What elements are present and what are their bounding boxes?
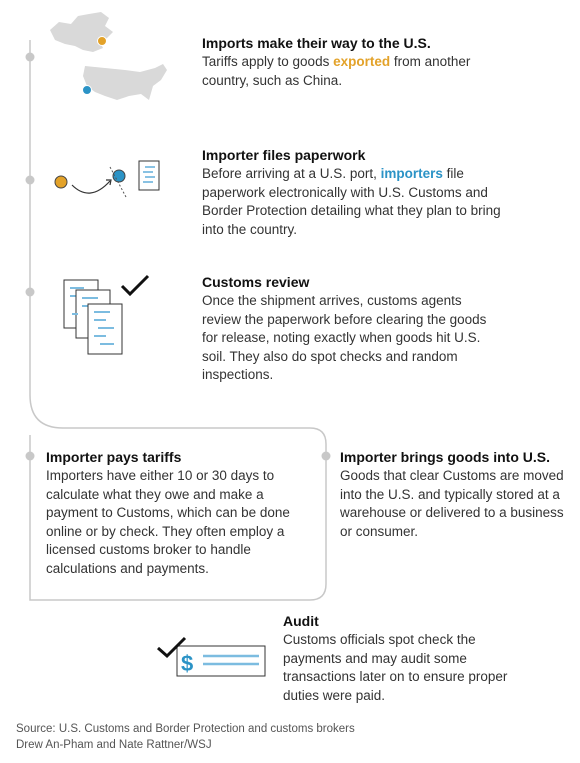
- step-3-title: Customs review: [202, 274, 310, 290]
- document-stack-checkmark-illustration: [58, 272, 158, 362]
- step-5-title: Importer brings goods into U.S.: [340, 449, 550, 465]
- step-3-dot: [26, 288, 35, 297]
- origin-dot: [98, 37, 107, 46]
- importer-dot: [55, 176, 67, 188]
- document-icon: [139, 161, 159, 190]
- step-4-title: Importer pays tariffs: [46, 449, 182, 465]
- china-us-map-illustration: [45, 8, 175, 113]
- step-4-dot: [26, 452, 35, 461]
- step-5-dot: [322, 452, 331, 461]
- audit-title: Audit: [283, 613, 319, 629]
- source-note: Source: U.S. Customs and Border Protection and customs brokers: [16, 723, 355, 735]
- step-1-title: Imports make their way to the U.S.: [202, 35, 431, 51]
- audit-text: Customs officials spot check the payments and may audit some transactions later on to ensure proper duties were paid.: [283, 632, 508, 703]
- document-icon-front: [88, 304, 122, 354]
- step-2-text: Before arriving at a U.S. port, importers file paperwork electronically with U.S. Customs and Border Protection detailing what they plan to bring into the country.: [202, 166, 501, 237]
- step-2-title: Importer files paperwork: [202, 147, 366, 163]
- step-5-text: Goods that clear Customs are moved into the U.S. and typically stored at a warehouse or delivered to a business or consumer.: [340, 468, 564, 539]
- step-1-text: Tariffs apply to goods exported from another country, such as China.: [202, 54, 471, 88]
- destination-dot: [83, 86, 92, 95]
- us-map-shape: [83, 64, 167, 100]
- curved-arrow: [72, 181, 110, 193]
- paperwork-filing-illustration: [50, 155, 170, 205]
- dollar-sign-icon: $: [181, 651, 194, 676]
- step-4-text: Importers have either 10 or 30 days to calculate what they owe and make a payment to Customs, which can be done online or by check. They often employ a licensed customs broker to handle calculations and payments.: [46, 468, 290, 576]
- check-payment-illustration: [155, 632, 270, 682]
- importers-highlight: importers: [380, 166, 443, 181]
- step-1-dot: [26, 53, 35, 62]
- step-2-dot: [26, 176, 35, 185]
- china-map-shape: [50, 12, 113, 52]
- exported-highlight: exported: [333, 54, 391, 69]
- customs-dot: [113, 170, 125, 182]
- credit-line: Drew An-Pham and Nate Rattner/WSJ: [16, 739, 212, 751]
- checkmark-icon: [122, 276, 148, 294]
- step-3-text: Once the shipment arrives, customs agents review the paperwork before clearing the goods for release, noting exactly when goods hit U.S. soil. They also do spot checks and random inspections.: [202, 293, 487, 382]
